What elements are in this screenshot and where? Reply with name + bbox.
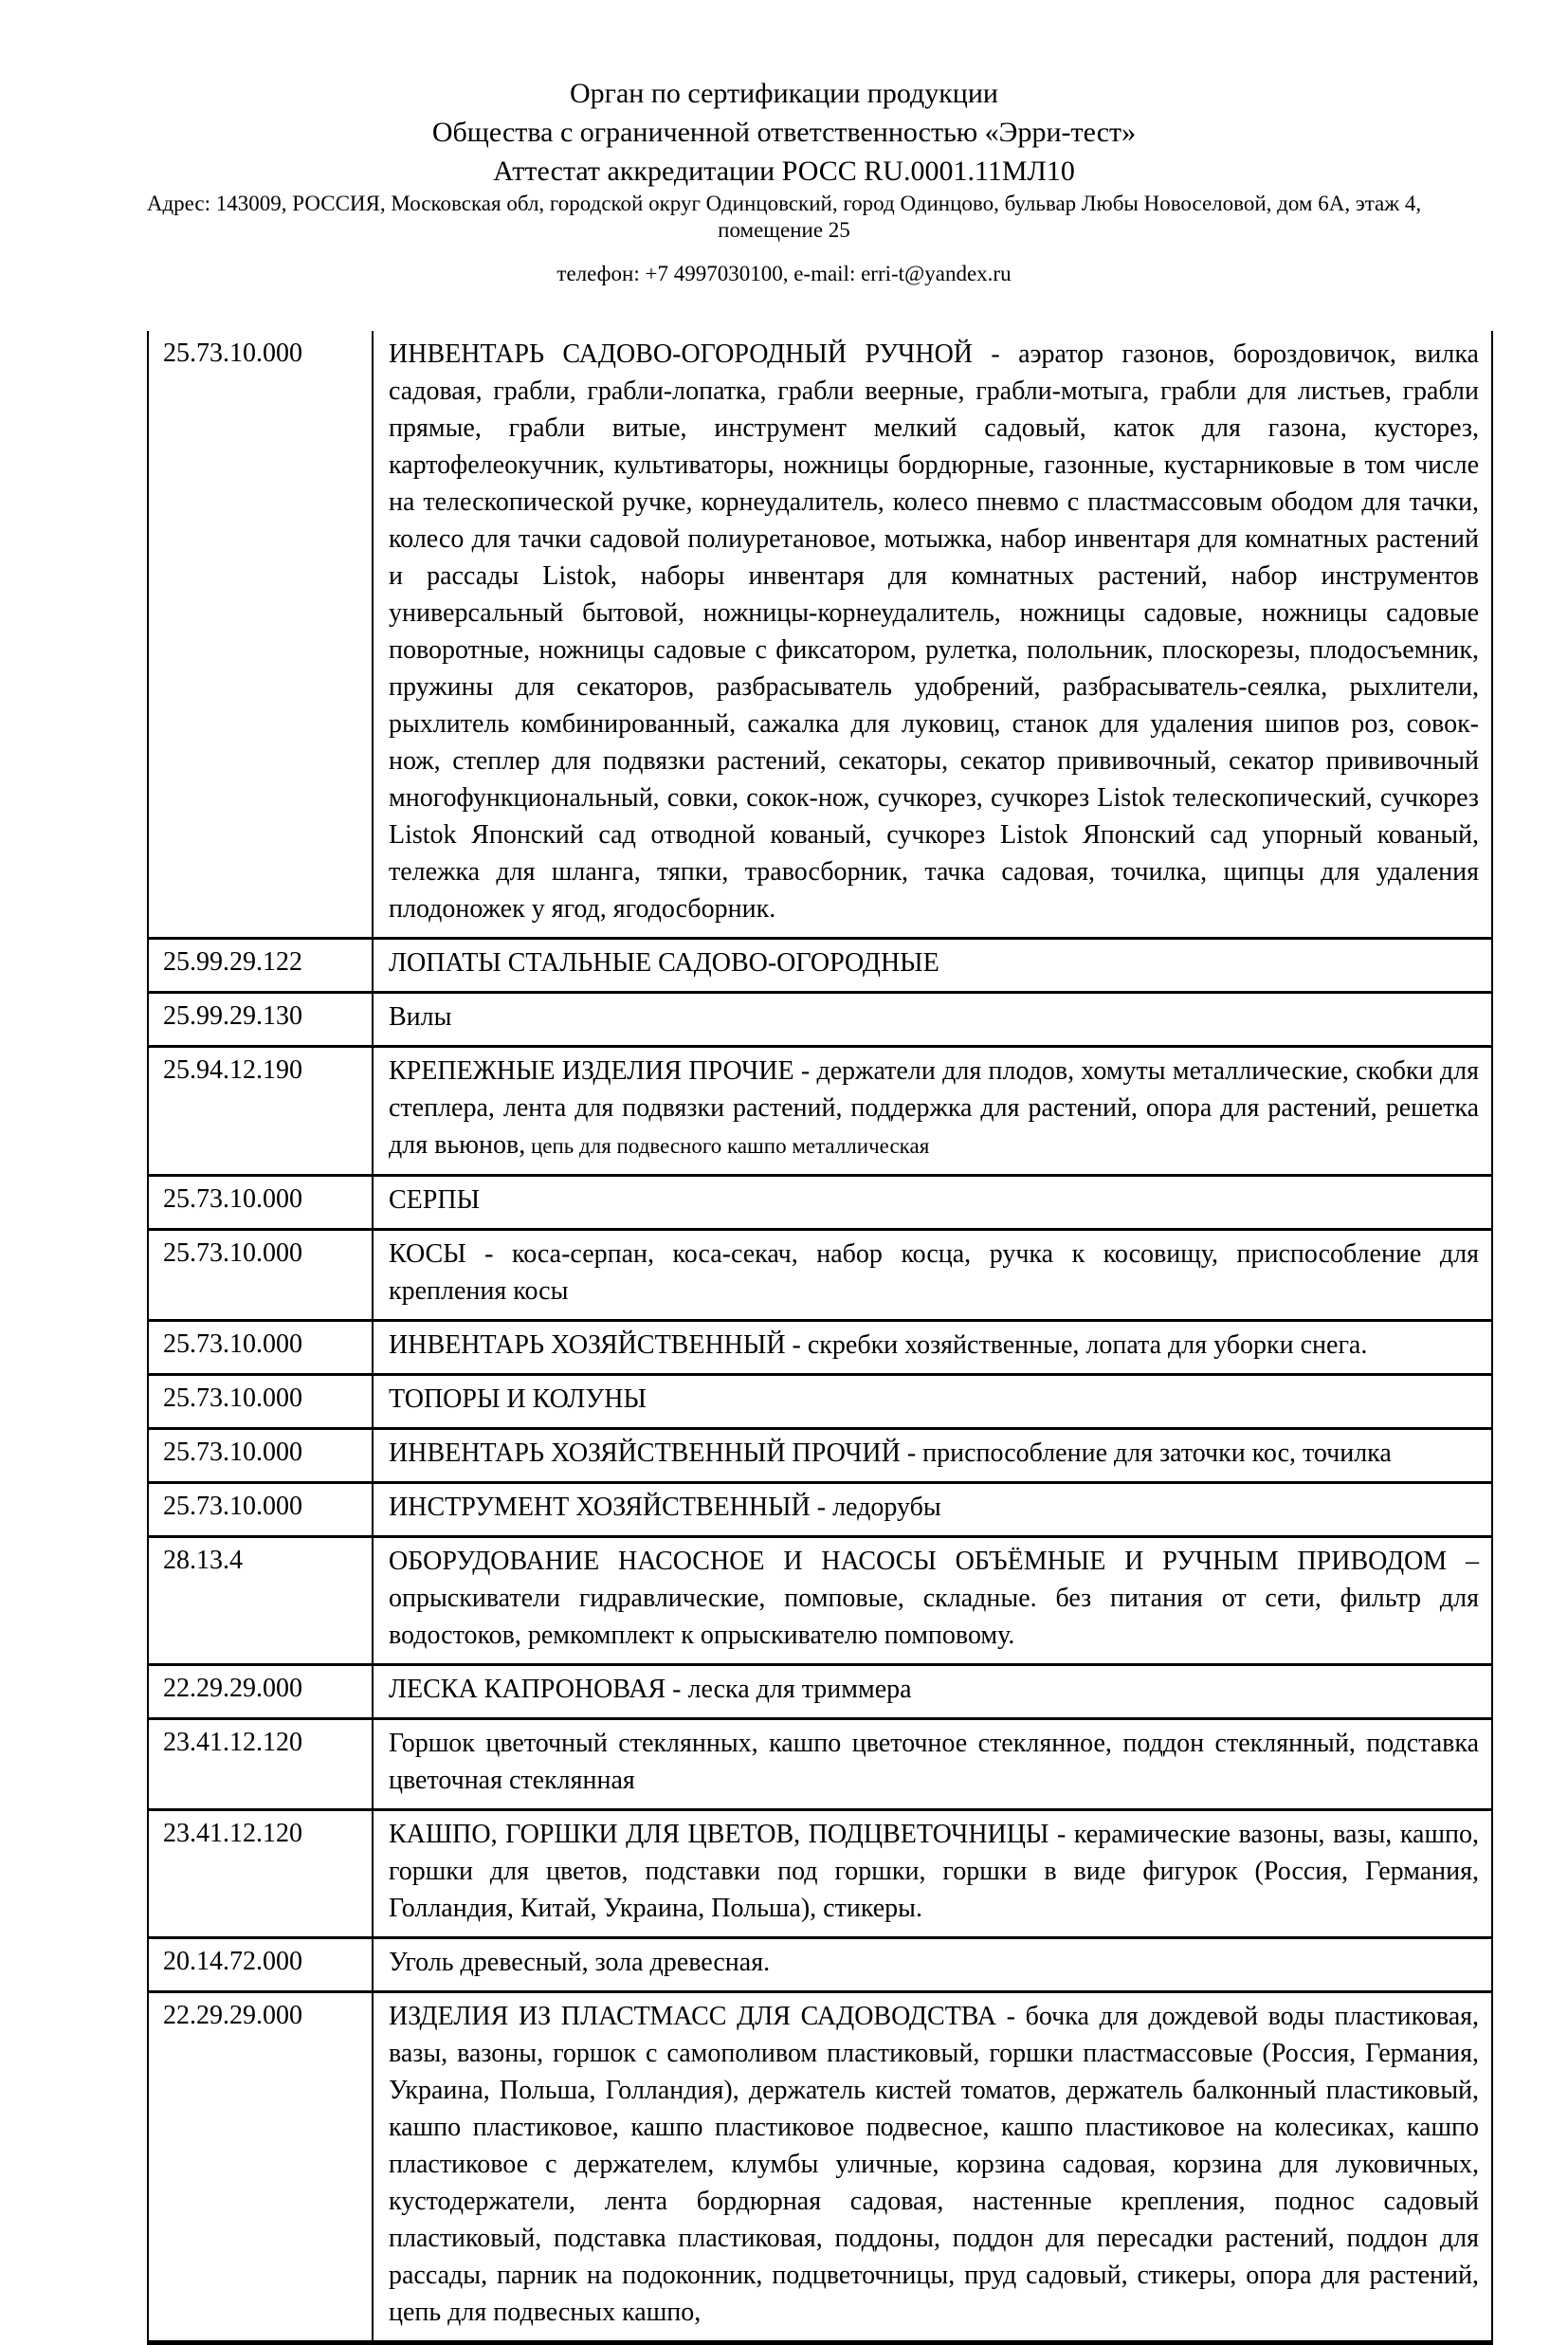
product-description [373,331,1492,939]
product-code: 25.73.10.000 [148,331,373,939]
product-code: 25.99.29.130 [148,993,373,1047]
table-row [148,331,1492,939]
product-description-text: ИНВЕНТАРЬ САДОВО-ОГОРОДНЫЙ РУЧНОЙ - аэратор газонов, бороздовичок, вилка садовая, грабли, грабли-лопатка, грабли веерные, грабли-мотыга, грабли для листьев, грабли прямые, грабли витые, инструмент мелкий садовый, каток для газона, кусторез, картофелеокучник, культиваторы, ножницы бордюрные, газонные, кустарниковые в том числе на телескопической ручке, корнеудалитель, колесо пневмо с пластмассовым ободом для тачки, колесо для тачки садовой полиуретановое, мотыжка, набор инвентаря для комнатных растений и рассады Listok, наборы инвентаря для комнатных растений, набор инструментов универсальный бытовой, ножницы-корнеудалитель, ножницы садовые, ножницы садовые поворотные, ножницы садовые с фиксатором, рулетка, полольник, плоскорезы, плодосъемник, пружины для секаторов, разбрасыватель удобрений, разбрасыватель-сеялка, рыхлители, рыхлитель комбинированный, сажалка для луковиц, станок для удаления шипов роз, совок-нож, степлер для подвязки растений, секаторы, секатор прививочный, секатор прививочный многофункциональный, совки, сокок-нож, сучкорез, сучкорез Listok телескопический, сучкорез Listok Японский сад отводной кованый, сучкорез Listok Японский сад упорный кованый, тележка для шланга, тяпки, травосборник, тачка садовая, точилка, щипцы для удаления плодоножек у ягод, ягодосборник. [389,339,1479,924]
accreditation-number: Аттестат аккредитации РОСС RU.0001.11МЛ10 [493,156,1075,187]
product-description-text: Уголь древесный, зола древесная. [389,1948,771,1977]
product-code: 23.41.12.120 [148,1719,373,1810]
product-description [373,1537,1492,1665]
product-description [373,1938,1492,1992]
product-description [373,1047,1492,1176]
product-description-text: ЛОПАТЫ СТАЛЬНЫЕ САДОВО-ОГОРОДНЫЕ [389,948,939,978]
table-row [148,1810,1492,1938]
table-row [148,1321,1492,1375]
product-description-text: ТОПОРЫ И КОЛУНЫ [389,1384,647,1414]
product-description-text: СЕРПЫ [389,1185,480,1215]
product-description-text: КАШПО, ГОРШКИ ДЛЯ ЦВЕТОВ, ПОДЦВЕТОЧНИЦЫ - керамические вазоны, вазы, кашпо, горшки для цветов, подставки под горшки, горшки в виде фигурок (Россия, Германия, Голландия, Китай, Украина, Польша), стикеры. [389,1820,1479,1923]
table-row [148,939,1492,993]
product-description [373,939,1492,993]
product-code: 25.73.10.000 [148,1230,373,1321]
product-description [373,1230,1492,1321]
product-description [373,1176,1492,1230]
product-code: 25.73.10.000 [148,1429,373,1483]
product-description [373,1375,1492,1429]
product-description [373,1719,1492,1810]
table-row [148,1665,1492,1719]
product-scope-table [147,331,1493,2345]
product-code: 28.13.4 [148,1537,373,1665]
document-header [0,0,1568,287]
address-line-2: помещение 25 [718,218,850,242]
product-description [373,1429,1492,1483]
table-row [148,1375,1492,1429]
product-description-text: Вилы [389,1002,452,1032]
product-code: 25.73.10.000 [148,1375,373,1429]
product-code: 25.94.12.190 [148,1047,373,1176]
product-description-text: ЛЕСКА КАПРОНОВАЯ - леска для триммера [389,1675,912,1704]
product-code: 25.73.10.000 [148,1321,373,1375]
product-description-text: Горшок цветочный стеклянных, кашпо цветочное стеклянное, поддон стеклянный, подставка цветочная стеклянная [389,1729,1479,1795]
organization-name: Общества с ограниченной ответственностью «Эрри-тест» [431,117,1137,148]
product-description [373,993,1492,1047]
product-description [373,1665,1492,1719]
table-row [148,1992,1492,2343]
contact-line: телефон: +7 4997030100, e-mail: erri-t@yandex.ru [556,262,1012,285]
product-code: 20.14.72.000 [148,1938,373,1992]
product-description [373,1321,1492,1375]
table-row [148,1429,1492,1483]
table-row [148,1938,1492,1992]
table-row [148,1537,1492,1665]
table-row [148,1230,1492,1321]
product-description-text: ОБОРУДОВАНИЕ НАСОСНОЕ И НАСОСЫ ОБЪЁМНЫЕ И РУЧНЫМ ПРИВОДОМ – опрыскиватели гидравлические, помповые, складные. без питания от сети, фильтр для водостоков, ремкомплект к опрыскивателю помповому. [389,1547,1479,1650]
product-description-text: ИНСТРУМЕНТ ХОЗЯЙСТВЕННЫЙ - ледорубы [389,1493,941,1522]
table-row [148,993,1492,1047]
product-description-small-text: цепь для подвесного кашпо металлическая [525,1134,930,1158]
product-description [373,1810,1492,1938]
product-description [373,1992,1492,2343]
product-description-text: ИЗДЕЛИЯ ИЗ ПЛАСТМАСС ДЛЯ САДОВОДСТВА - бочка для дождевой воды пластиковая, вазы, вазоны, горшок с самополивом пластиковый, горшки пластмассовые (Россия, Германия, Украина, Польша, Голландия), держатель кистей томатов, держатель балконный пластиковый, кашпо пластиковое, кашпо пластиковое подвесное, кашпо пластиковое на колесиках, кашпо пластиковое с держателем, клумбы уличные, корзина садовая, корзина для луковичных, кустодержатели, лента бордюрная садовая, настенные крепления, поднос садовый пластиковый, подставка пластиковая, поддоны, поддон для пересадки растений, поддон для рассады, парник на подоконник, подцветочницы, пруд садовый, стикеры, опора для растений, цепь для подвесных кашпо, [389,2002,1479,2327]
product-description-text: КРЕПЕЖНЫЕ ИЗДЕЛИЯ ПРОЧИЕ - держатели для плодов, хомуты металлические, скобки для степлера, лента для подвязки растений, поддержка для растений, опора для растений, решетка для вьюнов, [389,1056,1479,1160]
product-table-body [148,331,1492,2343]
product-description-text: ИНВЕНТАРЬ ХОЗЯЙСТВЕННЫЙ - скребки хозяйственные, лопата для уборки снега. [389,1330,1368,1360]
product-code: 22.29.29.000 [148,1665,373,1719]
product-description-text: ИНВЕНТАРЬ ХОЗЯЙСТВЕННЫЙ ПРОЧИЙ - приспособление для заточки кос, точилка [389,1438,1392,1468]
table-row [148,1176,1492,1230]
product-description-text: КОСЫ - коса-серпан, коса-секач, набор косца, ручка к косовищу, приспособление для крепления косы [389,1239,1479,1306]
product-code: 22.29.29.000 [148,1992,373,2343]
table-row [148,1719,1492,1810]
product-code: 25.73.10.000 [148,1483,373,1537]
address-line-1: Адрес: 143009, РОССИЯ, Московская обл, городской округ Одинцовский, город Одинцово, бульвар Любы Новоселовой, дом 6А, этаж 4, [146,192,1422,215]
table-row [148,1483,1492,1537]
product-code: 23.41.12.120 [148,1810,373,1938]
table-row [148,1047,1492,1176]
product-description [373,1483,1492,1537]
product-code: 25.73.10.000 [148,1176,373,1230]
product-code: 25.99.29.122 [148,939,373,993]
certification-body-title: Орган по сертификации продукции [570,78,998,109]
